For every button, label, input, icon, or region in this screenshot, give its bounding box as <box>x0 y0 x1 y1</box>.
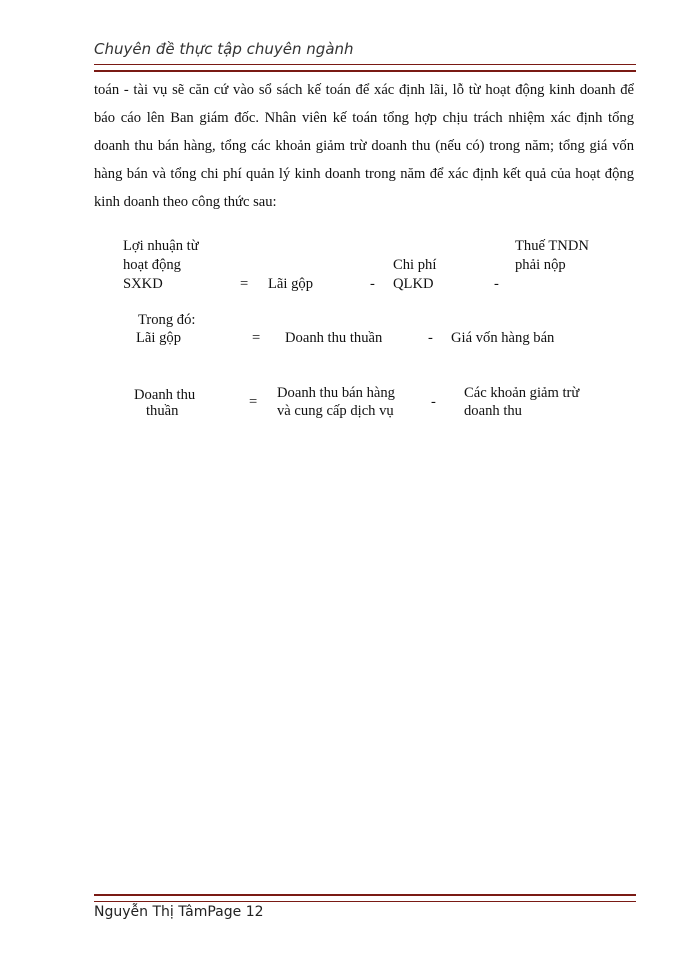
page-header-title: Chuyên đề thực tập chuyên ngành <box>94 40 354 58</box>
deductions-term-line1: Các khoản giảm trừ <box>464 385 580 401</box>
gross-profit-term: Lãi gộp <box>268 276 313 292</box>
minus-sign: - <box>494 276 499 292</box>
cogs-term: Giá vốn hàng bán <box>451 330 555 346</box>
gross-profit-label: Lãi gộp <box>136 330 181 346</box>
tax-term-line1: Thuế TNDN <box>515 238 589 254</box>
page-footer: Nguyễn Thị TâmPage 12 <box>94 904 264 920</box>
deductions-term-line2: doanh thu <box>464 403 522 419</box>
footer-rule <box>94 894 636 902</box>
where-label: Trong đó: <box>138 312 196 328</box>
header-rule <box>94 64 636 72</box>
net-revenue-label-line1: Doanh thu <box>134 387 196 403</box>
tax-term-line2: phải nộp <box>515 257 566 273</box>
net-revenue-term: Doanh thu thuần <box>285 330 383 346</box>
net-revenue-label-line2: thuần <box>146 403 179 419</box>
profit-label-line1: Lợi nhuận từ <box>123 238 199 254</box>
profit-label-line2: hoạt động <box>123 257 181 273</box>
body-paragraph: toán - tài vụ sẽ căn cứ vào sổ sách kế toán để xác định lãi, lỗ từ hoạt động kinh doanh để báo cáo lên Ban giám đốc. Nhân viên kế toán tổng hợp chịu trách nhiệm xác định tổng doanh thu bán hàng, tổng các khoản giảm trừ doanh thu (nếu có) trong năm; tổng giá vốn hàng bán và tổng chi phí quản lý kinh doanh trong năm để xác định kết quả của hoạt động kinh doanh theo công thức sau: <box>94 82 634 210</box>
equals-sign: = <box>249 394 258 410</box>
sales-term-line1: Doanh thu bán hàng <box>277 385 395 401</box>
equals-sign: = <box>240 276 249 292</box>
admin-cost-line2: QLKD <box>393 276 434 292</box>
sales-term-line2: và cung cấp dịch vụ <box>277 403 394 419</box>
minus-sign: - <box>428 330 433 346</box>
minus-sign: - <box>431 394 436 410</box>
admin-cost-line1: Chi phí <box>393 257 437 273</box>
minus-sign: - <box>370 276 375 292</box>
profit-label-line3: SXKD <box>123 276 163 292</box>
equals-sign: = <box>252 330 261 346</box>
